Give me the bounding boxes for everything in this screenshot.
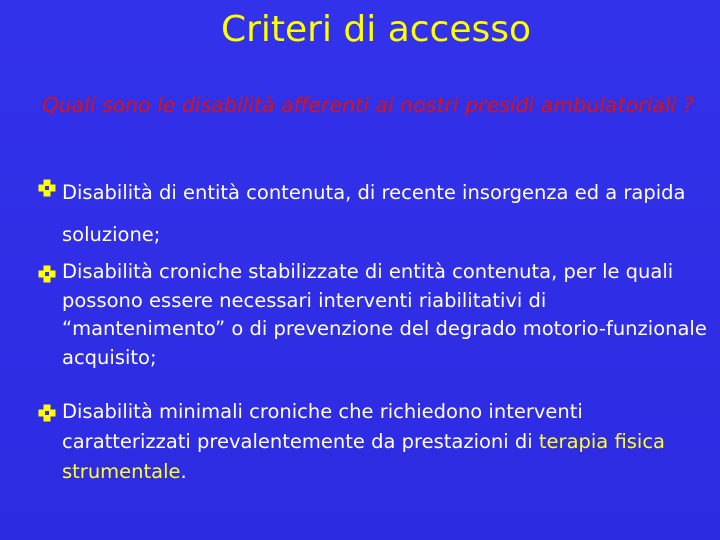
bullet-item-3 — [38, 397, 708, 487]
bullet-item-2 — [38, 258, 708, 372]
bullet-text-3-main: Disabilità minimali croniche che richiedono interventi caratterizzati prevalentemente da prestazioni di — [62, 400, 583, 453]
diamond-bullet-icon — [38, 404, 56, 422]
slide-subtitle: Quali sono le disabilità afferenti ai nostri presidi ambulatoriali ? — [42, 93, 694, 117]
slide-title: Criteri di accesso — [220, 9, 532, 50]
bullet-text-3 — [38, 397, 708, 487]
diamond-bullet-icon — [38, 265, 56, 283]
bullet-text-2: Disabilità croniche stabilizzate di entità contenuta, per le quali possono essere necessari interventi riabilitativi di “mantenimento” o di prevenzione del degrado motorio-funzionale acquisito; — [62, 260, 707, 369]
bullet-text-1: Disabilità di entità contenuta, di recente insorgenza ed a rapida soluzione; — [62, 181, 686, 246]
bullet-text-3-highlight: terapia fisica strumentale — [62, 430, 665, 483]
bullet-text-3-end: . — [180, 460, 187, 483]
diamond-bullet-icon — [38, 179, 56, 197]
bullet-item-1 — [38, 172, 708, 256]
